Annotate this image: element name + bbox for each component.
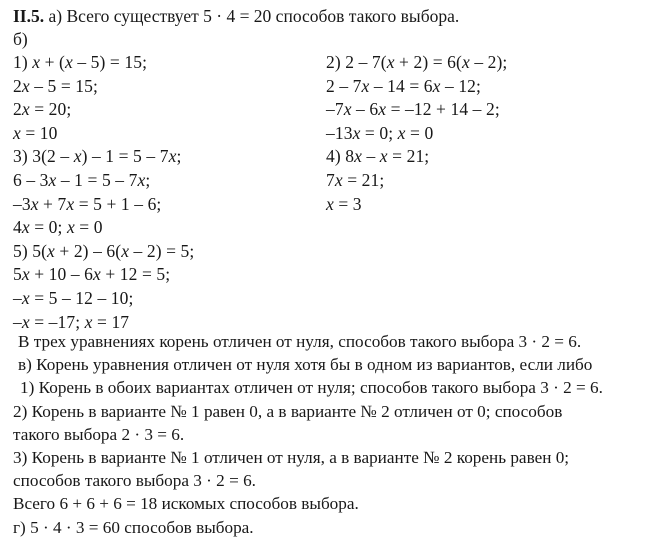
conclusion-line: г) 5 · 4 · 3 = 60 способов выбора. bbox=[13, 517, 254, 537]
problem-part-a-text: а) Всего существует 5 · 4 = 20 способов такого выбора. bbox=[48, 6, 460, 26]
conclusion-line: такого выбора 2 · 3 = 6. bbox=[13, 424, 185, 444]
equation-line: 2x = 20; bbox=[13, 99, 72, 120]
conclusion-line: Всего 6 + 6 + 6 = 18 искомых способов выбора. bbox=[13, 494, 359, 514]
conclusion-line: 3) Корень в варианте № 1 отличен от нуля, а в варианте № 2 корень равен 0; bbox=[13, 448, 570, 467]
equation-line: –x = –17; x = 17 bbox=[13, 311, 130, 332]
conclusion-line: в) Корень уравнения отличен от нуля хотя бы в одном из вариантов, если либо bbox=[18, 355, 593, 375]
equation-line: –13x = 0; x = 0 bbox=[326, 122, 434, 143]
equation-line: 3) 3(2 – x) – 1 = 5 – 7x; bbox=[13, 146, 182, 167]
problem-number-label: II.5. bbox=[13, 6, 45, 26]
equation-line: –x = 5 – 12 – 10; bbox=[13, 287, 134, 308]
equation-line: 2x – 5 = 15; bbox=[13, 75, 98, 96]
equation-line: 2 – 7x – 14 = 6x – 12; bbox=[326, 75, 481, 96]
conclusion-line: способов такого выбора 3 · 2 = 6. bbox=[13, 471, 256, 491]
problem-part-b-label: б) bbox=[13, 29, 28, 49]
conclusion-line: 1) Корень в обоих вариантах отличен от нуля; способов такого выбора 3 · 2 = 6. bbox=[20, 378, 603, 398]
equation-line: 5x + 10 – 6x + 12 = 5; bbox=[13, 264, 171, 285]
equation-line: 2) 2 – 7(x + 2) = 6(x – 2); bbox=[326, 52, 508, 72]
problem-heading bbox=[13, 6, 633, 27]
equations-right-column bbox=[326, 51, 644, 216]
equation-line: 1) x + (x – 5) = 15; bbox=[13, 52, 148, 72]
equation-line: 6 – 3x – 1 = 5 – 7x; bbox=[13, 169, 151, 190]
equation-line: 5) 5(x + 2) – 6(x – 2) = 5; bbox=[13, 240, 195, 261]
equations-left-column bbox=[13, 51, 323, 334]
equation-line: x = 10 bbox=[13, 122, 58, 143]
equation-line: 7x = 21; bbox=[326, 169, 385, 190]
conclusion-line: В трех уравнениях корень отличен от нуля, способов такого выбора 3 · 2 = 6. bbox=[18, 332, 582, 351]
equation-line: 4) 8x – x = 21; bbox=[326, 146, 430, 167]
equation-line: –3x + 7x = 5 + 1 – 6; bbox=[13, 193, 162, 214]
conclusion-line: 2) Корень в варианте № 1 равен 0, а в варианте № 2 отличен от 0; способов bbox=[13, 401, 563, 421]
equation-line: –7x – 6x = –12 + 14 – 2; bbox=[326, 99, 500, 120]
equation-line: x = 3 bbox=[326, 193, 362, 214]
equations-two-column-area bbox=[0, 51, 649, 332]
equation-line: 4x = 0; x = 0 bbox=[13, 217, 103, 238]
